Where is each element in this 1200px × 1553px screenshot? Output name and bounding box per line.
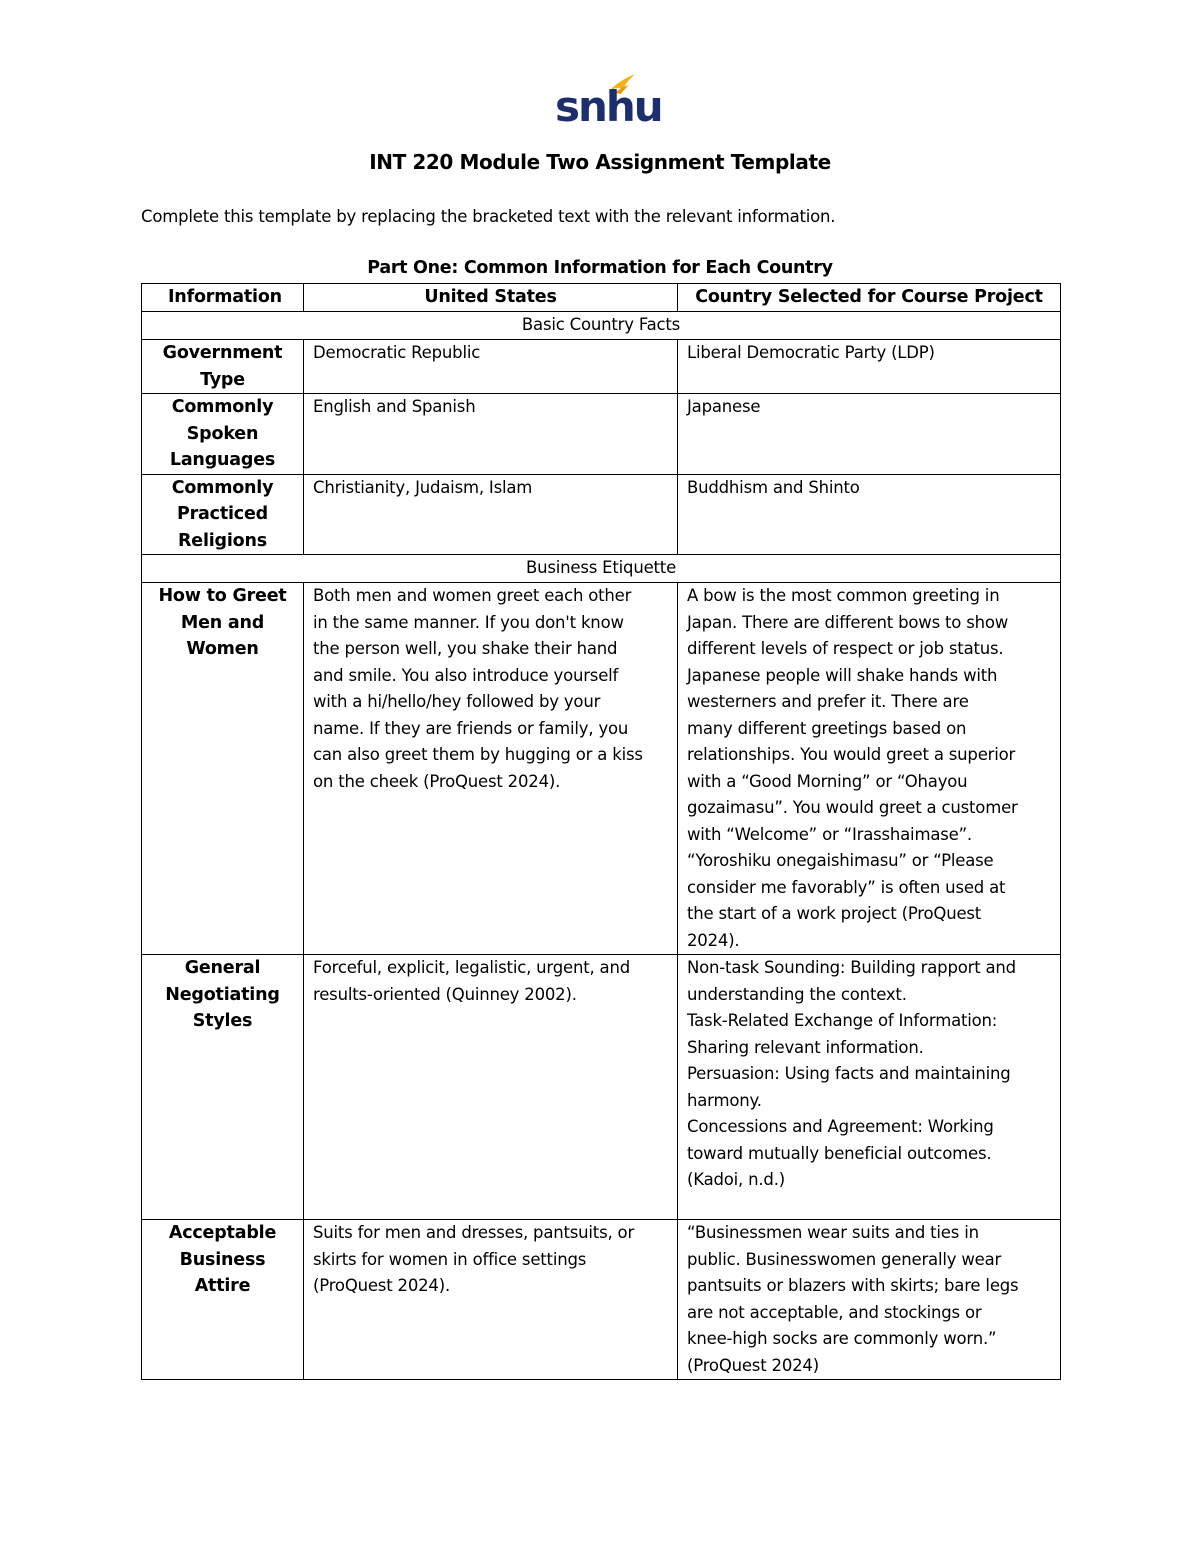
section-row <box>142 555 1061 583</box>
table-row <box>142 394 1061 475</box>
other-religions: Buddhism and Shinto <box>678 474 1061 555</box>
us-greetings: Both men and women greet each other in the same manner. If you don't know the person well, you shake their hand and smile. You also introduce yourself with a hi/hello/hey followed by your name. If they are friends or family, you can also greet them by hugging or a kiss on the cheek (ProQuest 2024). <box>304 583 678 955</box>
us-business-attire: Suits for men and dresses, pantsuits, or skirts for women in office settings (ProQuest 2024). <box>304 1220 678 1380</box>
other-government-type: Liberal Democratic Party (LDP) <box>678 340 1061 394</box>
row-label-government-type: Government Type <box>142 340 304 394</box>
header-selected-country: Country Selected for Course Project <box>678 284 1061 312</box>
us-religions: Christianity, Judaism, Islam <box>304 474 678 555</box>
section-row <box>142 312 1061 340</box>
us-negotiating-styles: Forceful, explicit, legalistic, urgent, and results-oriented (Quinney 2002). <box>304 955 678 1220</box>
other-business-attire: “Businessmen wear suits and ties in public. Businesswomen generally wear pantsuits or blazers with skirts; bare legs are not acceptable, and stockings or knee-high socks are commonly worn.” (ProQuest 2024) <box>678 1220 1061 1380</box>
table-row <box>142 474 1061 555</box>
other-greetings: A bow is the most common greeting in Japan. There are different bows to show different levels of respect or job status. Japanese people will shake hands with westerners and prefer it. There are many different greetings based on relationships. You would greet a superior with a “Good Morning” or “Ohayou gozaimasu”. You would greet a customer with “Welcome” or “Irasshaimase”. “Yoroshiku onegaishimasu” or “Please consider me favorably” is often used at the start of a work project (ProQuest 2024). <box>678 583 1061 955</box>
document-title: INT 220 Module Two Assignment Template <box>369 150 831 174</box>
table-row <box>142 1220 1061 1380</box>
intro-text: Complete this template by replacing the bracketed text with the relevant information. <box>141 207 836 226</box>
table-row <box>142 955 1061 1220</box>
country-info-table <box>141 283 1061 1380</box>
table-row <box>142 340 1061 394</box>
us-government-type: Democratic Republic <box>304 340 678 394</box>
row-label-languages: Commonly Spoken Languages <box>142 394 304 475</box>
header-information: Information <box>142 284 304 312</box>
snhu-logo <box>553 72 662 134</box>
section-business-etiquette: Business Etiquette <box>142 555 1061 583</box>
logo-wordmark: snhu <box>555 82 662 131</box>
part-one-title: Part One: Common Information for Each Country <box>367 258 833 278</box>
row-label-negotiating-styles: General Negotiating Styles <box>142 955 304 1220</box>
us-languages: English and Spanish <box>304 394 678 475</box>
table-header-row <box>142 284 1061 312</box>
row-label-religions: Commonly Practiced Religions <box>142 474 304 555</box>
header-united-states: United States <box>304 284 678 312</box>
row-label-business-attire: Acceptable Business Attire <box>142 1220 304 1380</box>
table-row <box>142 583 1061 955</box>
other-languages: Japanese <box>678 394 1061 475</box>
section-basic-country-facts: Basic Country Facts <box>142 312 1061 340</box>
row-label-greetings: How to Greet Men and Women <box>142 583 304 955</box>
other-negotiating-styles: Non-task Sounding: Building rapport and understanding the context. Task-Related Exchange of Information: Sharing relevant information. Persuasion: Using facts and maintaining harmony. Concessions and Agreement: Working toward mutually beneficial outcomes. (Kadoi, n.d.) <box>678 955 1061 1220</box>
